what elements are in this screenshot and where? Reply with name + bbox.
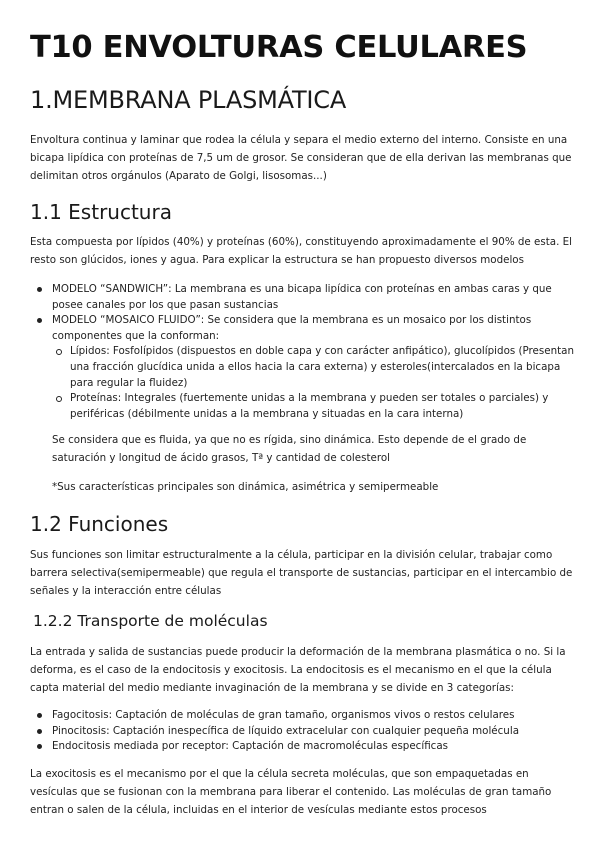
models-list xyxy=(30,282,580,422)
components-list xyxy=(52,344,580,422)
transporte-intro-paragraph: La entrada y salida de sustancias puede producir la deformación de la membrana plasmática o no. Si la deforma, es el caso de la endocitosis y exocitosis. La endocitosis es el mecanismo en el que la célula capta material del medio mediante invaginación de la membrana y se divide en 3 categorías: xyxy=(30,646,566,695)
list-item: Endocitosis mediada por receptor: Captación de macromoléculas específicas xyxy=(30,739,580,755)
list-item: Proteínas: Integrales (fuertemente unidas a la membrana y pueden ser totales o parciales) y periféricas (débilmente unidas a la membrana y situadas en la cara interna) xyxy=(52,391,580,422)
funciones-paragraph: Sus funciones son limitar estructuralmente a la célula, participar en la división celular, trabajar como barrera selectiva(semipermeable) que regula el transporte de sustancias, participar en el intercambio de señales y la interacción entre células xyxy=(30,549,573,598)
fluid-note-paragraph: Se considera que es fluida, ya que no es rígida, sino dinámica. Esto depende de el grado de saturación y longitud de ácido grasos, Tª y cantidad de colesterol xyxy=(52,434,527,465)
endocitosis-types-list xyxy=(30,708,580,755)
list-item: Fagocitosis: Captación de moléculas de gran tamaño, organismos vivos o restos celulares xyxy=(30,708,580,724)
heading-transporte: 1.2.2 Transporte de moléculas xyxy=(33,612,268,630)
characteristics-note: *Sus características principales son dinámica, asimétrica y semipermeable xyxy=(52,481,439,493)
heading-estructura: 1.1 Estructura xyxy=(30,200,172,224)
estructura-intro-paragraph: Esta compuesta por lípidos (40%) y proteínas (60%), constituyendo aproximadamente el 90% de esta. El resto son glúcidos, iones y agua. Para explicar la estructura se han propuesto diversos modelos xyxy=(30,236,572,267)
exocitosis-paragraph: La exocitosis es el mecanismo por el que la célula secreta moléculas, que son empaquetadas en vesículas que se fusionan con la membrana para liberar el contenido. Las moléculas de gran tamaño entran o salen de la célula, incluidas en el interior de vesículas mediante estos procesos xyxy=(30,768,552,817)
list-item: MODELO “SANDWICH”: La membrana es una bicapa lipídica con proteínas en ambas caras y que posee canales por los que pasan sustancias xyxy=(30,282,580,313)
list-item: Pinocitosis: Captación inespecífica de líquido extracelular con cualquier pequeña molécula xyxy=(30,724,580,740)
membrana-intro-paragraph: Envoltura continua y laminar que rodea la célula y separa el medio externo del interno. Consiste en una bicapa lipídica con proteínas de 7,5 um de grosor. Se consideran que de ella derivan las membranas que delimitan otros orgánulos (Aparato de Golgi, lisosomas...) xyxy=(30,134,572,183)
heading-funciones: 1.2 Funciones xyxy=(30,512,169,536)
list-item: Lípidos: Fosfolípidos (dispuestos en doble capa y con carácter anfipático), glucolípidos (Presentan una fracción glucídica unida a ellos hacia la cara externa) y esteroles(intercalados en la bicapa para regular la fluidez) xyxy=(52,344,580,391)
document-title: T10 ENVOLTURAS CELULARES xyxy=(30,30,528,65)
list-item xyxy=(30,313,580,422)
section-heading-membrana: 1.MEMBRANA PLASMÁTICA xyxy=(30,86,347,114)
list-item-text: MODELO “MOSAICO FLUIDO”: Se considera que la membrana es un mosaico por los distintos componentes que la conforman: xyxy=(52,314,532,342)
